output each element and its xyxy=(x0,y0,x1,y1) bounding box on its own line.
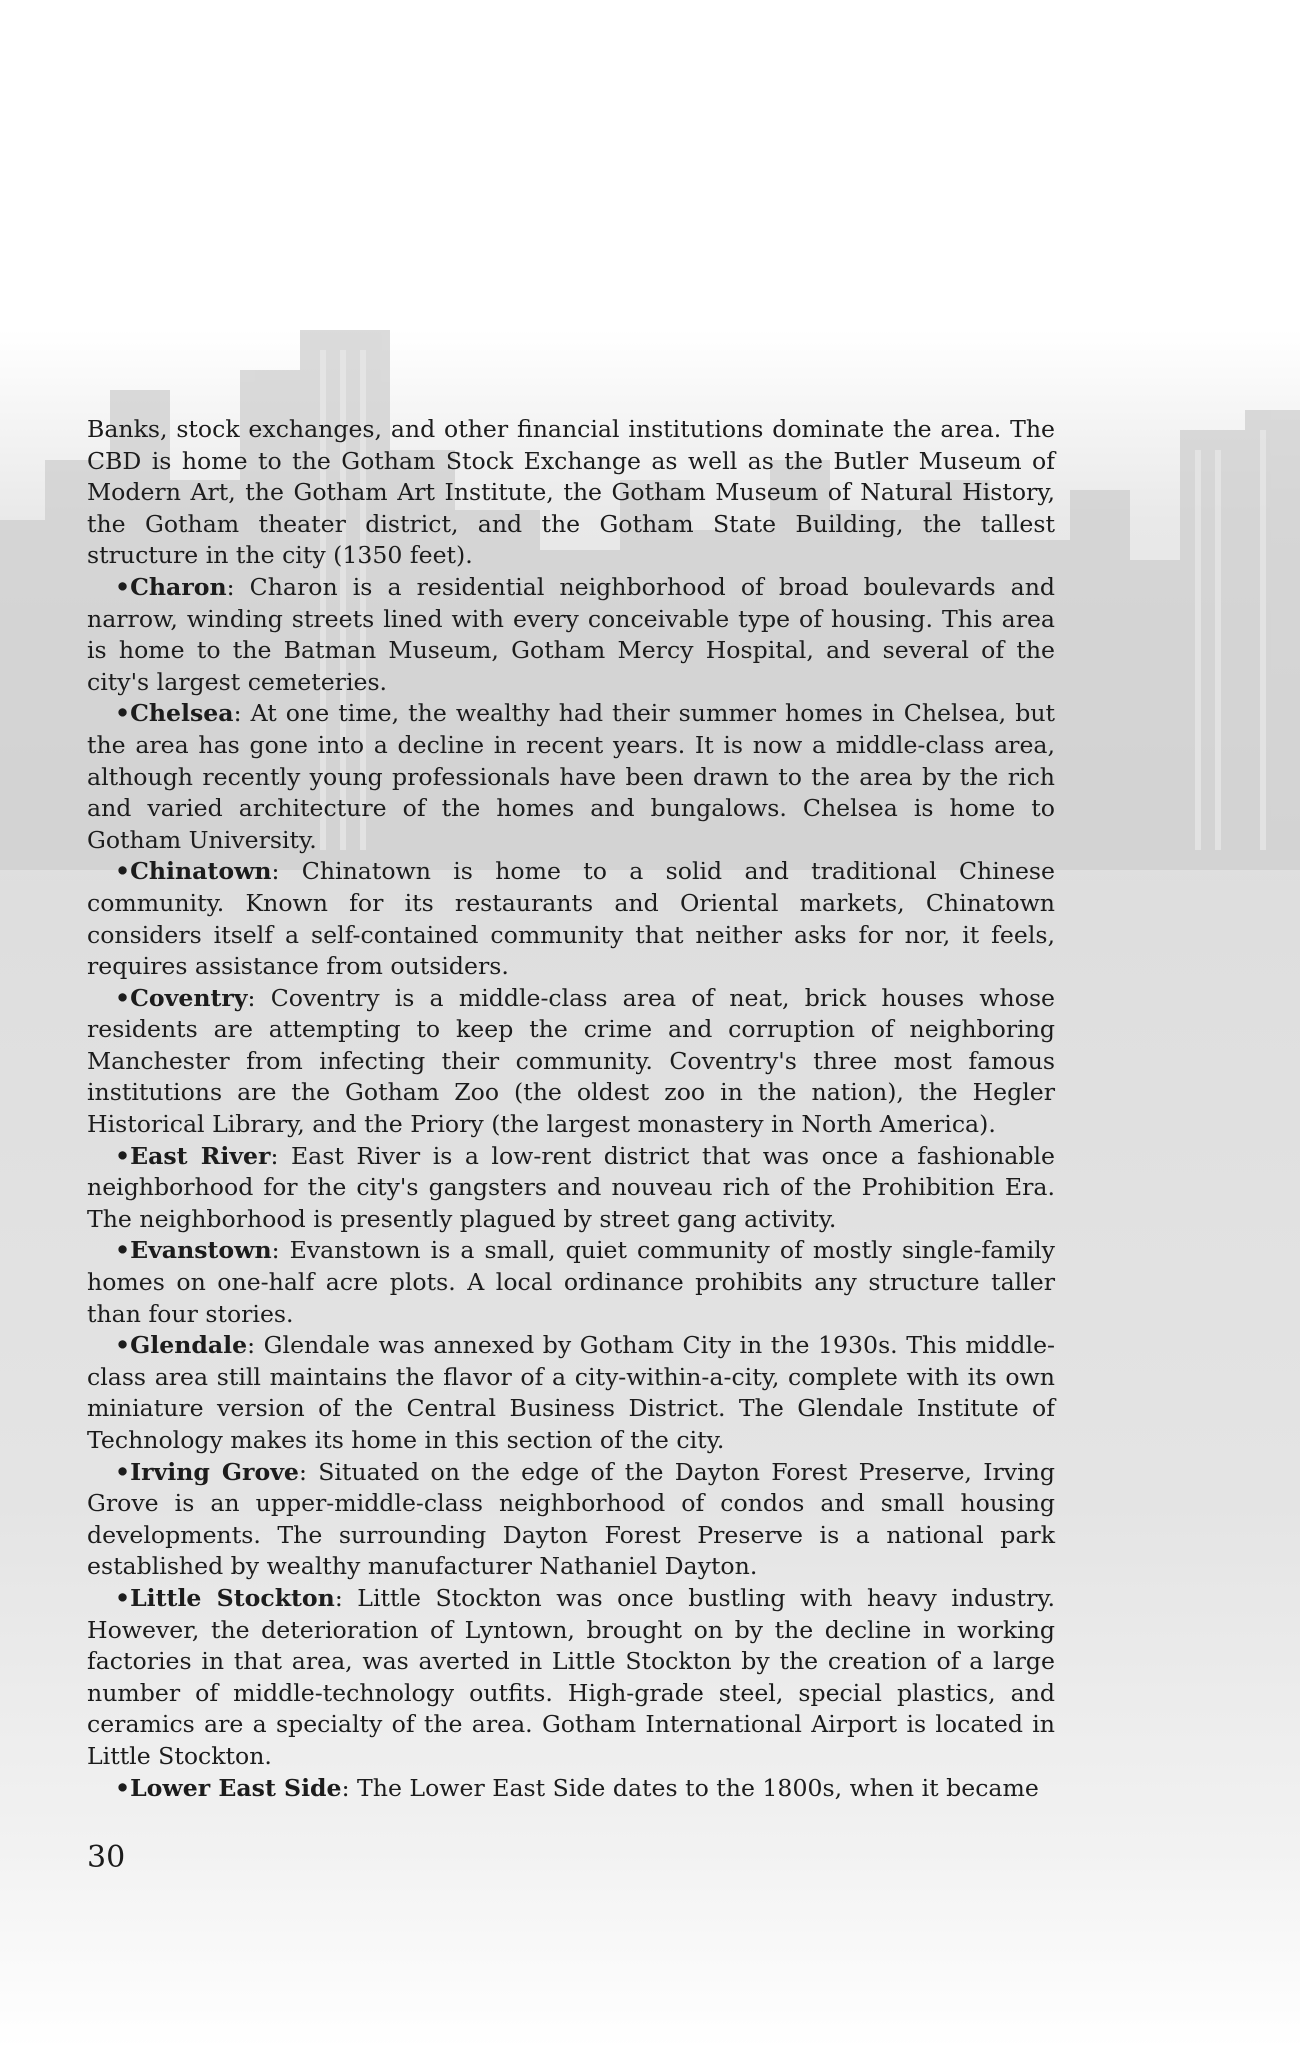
entry-text: Glendale was annexed by Gotham City in the 1930s. This middle-class area still maintains the flavor of a city-within-a-city, complete with its own miniature version of the Central Business District. The Glendale Institute of Technology makes its home in this section of the city. xyxy=(87,1331,1056,1454)
entry-charon xyxy=(87,572,1055,698)
entry-bullet: • xyxy=(115,699,131,728)
entry-text: Little Stockton was once bustling with heavy industry. However, the deterioration of Lyntown, brought on by the decline in working factories in that area, was averted in Little Stockton by the creation of a large number of middle-technology outfits. High-grade steel, special plastics, and ceramics are a specialty of the area. Gotham International Airport is located in Little Stockton. xyxy=(87,1583,1055,1770)
entry-text: Coventry is a middle-class area of neat, brick houses whose residents are attempting to keep the crime and corruption of neighboring Manchester from infecting their community. Coventry's three most famous institutions are the Gotham Zoo (the oldest zoo in the nation), the Hegler Historical Library, and the Priory (the largest monastery in North America). xyxy=(87,983,1056,1139)
entry-text: Charon is a residential neighborhood of broad boulevards and narrow, winding streets lined with every conceivable type of housing. This area is home to the Batman Museum, Gotham Mercy Hospital, and several of the city's largest cemeteries. xyxy=(87,572,1055,696)
entry-east-river xyxy=(87,1141,1055,1236)
entry-term: Glendale xyxy=(130,1331,248,1360)
entry-term: Little Stockton xyxy=(130,1583,335,1612)
entry-bullet: • xyxy=(115,857,131,886)
entry-separator: : xyxy=(270,1141,291,1170)
entry-glendale xyxy=(87,1330,1055,1456)
entry-bullet: • xyxy=(115,1457,131,1486)
entry-bullet: • xyxy=(115,1773,131,1802)
body-text xyxy=(87,414,1055,1804)
entry-separator: : xyxy=(271,857,302,886)
entry-separator: : xyxy=(247,983,271,1012)
entry-term: Charon xyxy=(130,572,227,601)
entry-separator: : xyxy=(298,1457,319,1486)
entry-bullet: • xyxy=(115,1331,131,1360)
entry-separator: : xyxy=(233,699,251,728)
entry-lower-east-side xyxy=(87,1773,1055,1805)
entry-text: At one time, the wealthy had their summer homes in Chelsea, but the area has gone into a decline in recent years. It is now a middle-class area, although recently young professionals have been drawn to the area by the rich and varied architecture of the homes and bungalows. Chelsea is home to Gotham University. xyxy=(87,699,1056,854)
entry-term: Chinatown xyxy=(130,857,272,886)
entry-text: Situated on the edge of the Dayton Forest Preserve, Irving Grove is an upper-middle-class neighborhood of condos and small housing developments. The surrounding Dayton Forest Preserve is a national park established by wealthy manufacturer Nathaniel Dayton. xyxy=(87,1457,1055,1581)
entry-chinatown xyxy=(87,856,1055,982)
entry-bullet: • xyxy=(115,1583,131,1612)
entry-evanstown xyxy=(87,1235,1055,1330)
entry-term: Evanstown xyxy=(130,1236,272,1265)
entry-term: Irving Grove xyxy=(130,1457,299,1486)
entry-bullet: • xyxy=(115,983,131,1012)
entry-bullet: • xyxy=(115,1141,131,1170)
entry-text: Evanstown is a small, quiet community of mostly single-family homes on one-half acre plots. A local ordinance prohibits any structure taller than four stories. xyxy=(87,1236,1056,1328)
entry-term: Lower East Side xyxy=(130,1773,342,1802)
page-number: 30 xyxy=(87,1840,126,1875)
entry-little-stockton xyxy=(87,1583,1055,1773)
entry-term: Chelsea xyxy=(130,699,234,728)
entry-separator: : xyxy=(247,1331,264,1360)
entry-chelsea xyxy=(87,698,1055,856)
entry-separator: : xyxy=(341,1773,358,1802)
entry-text: Chinatown is home to a solid and traditional Chinese community. Known for its restaurants and Oriental markets, Chinatown considers itself a self-contained community that neither asks for nor, it feels, requires assistance from outsiders. xyxy=(87,857,1055,981)
entry-term: Coventry xyxy=(130,983,248,1012)
entry-irving-grove xyxy=(87,1457,1055,1583)
entry-coventry xyxy=(87,983,1055,1141)
entry-separator: : xyxy=(226,572,250,601)
entry-text: East River is a low-rent district that was once a fashionable neighborhood for the city's gangsters and nouveau rich of the Prohibition Era. The neighborhood is presently plagued by street gang activity. xyxy=(87,1141,1055,1233)
entry-text: The Lower East Side dates to the 1800s, when it became xyxy=(357,1773,1039,1802)
entry-separator: : xyxy=(271,1236,290,1265)
entry-bullet: • xyxy=(115,572,131,601)
intro-paragraph: Banks, stock exchanges, and other financial institutions dominate the area. The CBD is home to the Gotham Stock Exchange as well as the Butler Museum of Modern Art, the Gotham Art Institute, the Gotham Museum of Natural History, the Gotham theater district, and the Gotham State Building, the tallest structure in the city (1350 feet). xyxy=(87,415,1055,570)
entry-separator: : xyxy=(334,1583,358,1612)
entry-bullet: • xyxy=(115,1236,131,1265)
entry-term: East River xyxy=(130,1141,271,1170)
